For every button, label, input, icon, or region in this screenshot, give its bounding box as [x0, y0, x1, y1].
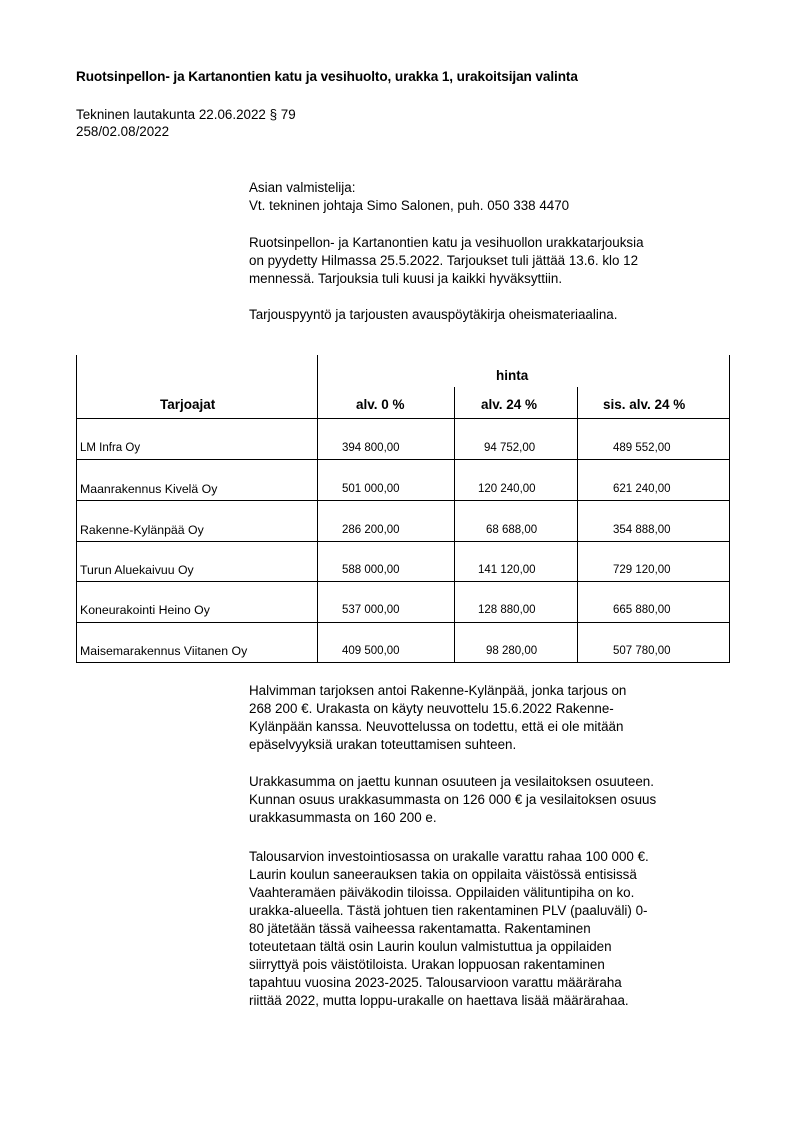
table-rule — [76, 500, 730, 501]
text-line: mennessä. Tarjouksia tuli kuusi ja kaikki hyväksyttiin. — [249, 271, 563, 286]
table-rule — [76, 418, 730, 419]
price-vat0: 286 200,00 — [342, 524, 400, 536]
bidder-name: LM Infra Oy — [80, 442, 141, 454]
text-line: Vaahteramäen päiväkodin tiloissa. Oppilaiden välituntipiha on ko. — [249, 885, 635, 900]
reference-number: 258/02.08/2022 — [76, 124, 170, 139]
text-line: epäselvyyksiä urakan toteuttamisen suhteen. — [249, 737, 517, 752]
column-header-bidders: Tarjoajat — [160, 397, 216, 412]
attachments-note — [249, 306, 739, 324]
bids-table — [76, 355, 730, 663]
column-header-vat24: alv. 24 % — [481, 397, 538, 412]
text-line: Ruotsinpellon- ja Kartanontien katu ja vesihuollon urakkatarjouksia — [249, 235, 644, 250]
text-line: Kylänpään kanssa. Neuvottelussa on todettu, että ei ole mitään — [249, 719, 624, 734]
price-incl-vat24: 507 780,00 — [613, 645, 671, 657]
text-line: Urakkasumma on jaettu kunnan osuuteen ja vesilaitoksen osuuteen. — [249, 774, 654, 789]
price-vat24: 128 880,00 — [478, 604, 536, 616]
meeting-info — [76, 106, 296, 140]
table-rule — [76, 622, 730, 623]
price-incl-vat24: 621 240,00 — [613, 483, 671, 495]
price-vat0: 537 000,00 — [342, 604, 400, 616]
table-border-right — [729, 355, 730, 663]
text-line: Talousarvion investointiosassa on urakalle varattu rahaa 100 000 €. — [249, 849, 649, 864]
text-line: toteutetaan tältä osin Laurin koulun valmistuttua ja oppilaiden — [249, 939, 612, 954]
bidder-name: Rakenne-Kylänpää Oy — [80, 523, 204, 537]
price-vat24: 94 752,00 — [484, 442, 536, 454]
column-header-vat0: alv. 0 % — [356, 397, 405, 412]
intro-paragraph — [249, 234, 739, 288]
table-rule — [76, 581, 730, 582]
preparer-label: Asian valmistelija: — [249, 180, 356, 195]
price-vat0: 501 000,00 — [342, 483, 400, 495]
price-vat24: 141 120,00 — [478, 564, 536, 576]
document-title: Ruotsinpellon- ja Kartanontien katu ja vesihuolto, urakka 1, urakoitsijan valinta — [76, 69, 578, 84]
text-line: tapahtuu vuosina 2023-2025. Talousarvioon varattu määräraha — [249, 975, 622, 990]
price-incl-vat24: 665 880,00 — [613, 604, 671, 616]
price-vat0: 588 000,00 — [342, 564, 400, 576]
preparer-name: Vt. tekninen johtaja Simo Salonen, puh. 050 338 4470 — [249, 198, 570, 213]
table-rule — [76, 541, 730, 542]
budget-paragraph — [249, 848, 739, 1010]
cheapest-bid-paragraph — [249, 682, 739, 754]
table-border-left — [76, 355, 77, 663]
price-vat0: 409 500,00 — [342, 645, 400, 657]
text-line: on pyydetty Hilmassa 25.5.2022. Tarjoukset tuli jättää 13.6. klo 12 — [249, 253, 639, 268]
price-vat0: 394 800,00 — [342, 442, 400, 454]
price-incl-vat24: 354 888,00 — [613, 524, 671, 536]
price-vat24: 98 280,00 — [486, 645, 538, 657]
text-line: siirryttyä pois väistötiloista. Urakan loppuosan rakentaminen — [249, 957, 605, 972]
column-header-incl-vat24: sis. alv. 24 % — [603, 397, 686, 412]
bidder-name: Turun Aluekaivuu Oy — [80, 563, 194, 577]
text-line: Halvimman tarjoksen antoi Rakenne-Kylänpää, jonka tarjous on — [249, 683, 627, 698]
cost-split-paragraph — [249, 773, 739, 827]
preparer-section — [249, 179, 739, 215]
text-line: Kunnan osuus urakkasummasta on 126 000 € ja vesilaitoksen osuus — [249, 792, 657, 807]
price-vat24: 68 688,00 — [486, 524, 538, 536]
text-line: urakkasummasta on 160 200 e. — [249, 810, 437, 825]
group-header-price: hinta — [496, 368, 529, 383]
table-divider — [317, 355, 318, 663]
text-line: urakka-alueella. Tästä johtuen tien rakentaminen PLV (paaluväli) 0- — [249, 903, 648, 918]
bidder-name: Koneurakointi Heino Oy — [80, 603, 210, 617]
price-incl-vat24: 729 120,00 — [613, 564, 671, 576]
text-line: 268 200 €. Urakasta on käyty neuvottelu 15.6.2022 Rakenne- — [249, 701, 614, 716]
table-rule — [76, 459, 730, 460]
text-line: Laurin koulun saneerauksen takia on oppilaita väistössä entisissä — [249, 867, 637, 882]
text-line: riittää 2022, mutta loppu-urakalle on haettava lisää määrärahaa. — [249, 993, 629, 1008]
table-rule — [76, 662, 730, 663]
text-line: Tarjouspyyntö ja tarjousten avauspöytäkirja oheismateriaalina. — [249, 307, 618, 322]
text-line: 80 jätetään tässä vaiheessa rakentamatta. Rakentaminen — [249, 921, 591, 936]
bidder-name: Maisemarakennus Viitanen Oy — [80, 644, 248, 658]
price-incl-vat24: 489 552,00 — [613, 442, 671, 454]
meeting-line: Tekninen lautakunta 22.06.2022 § 79 — [76, 107, 296, 122]
price-vat24: 120 240,00 — [478, 483, 536, 495]
bidder-name: Maanrakennus Kivelä Oy — [80, 482, 218, 496]
